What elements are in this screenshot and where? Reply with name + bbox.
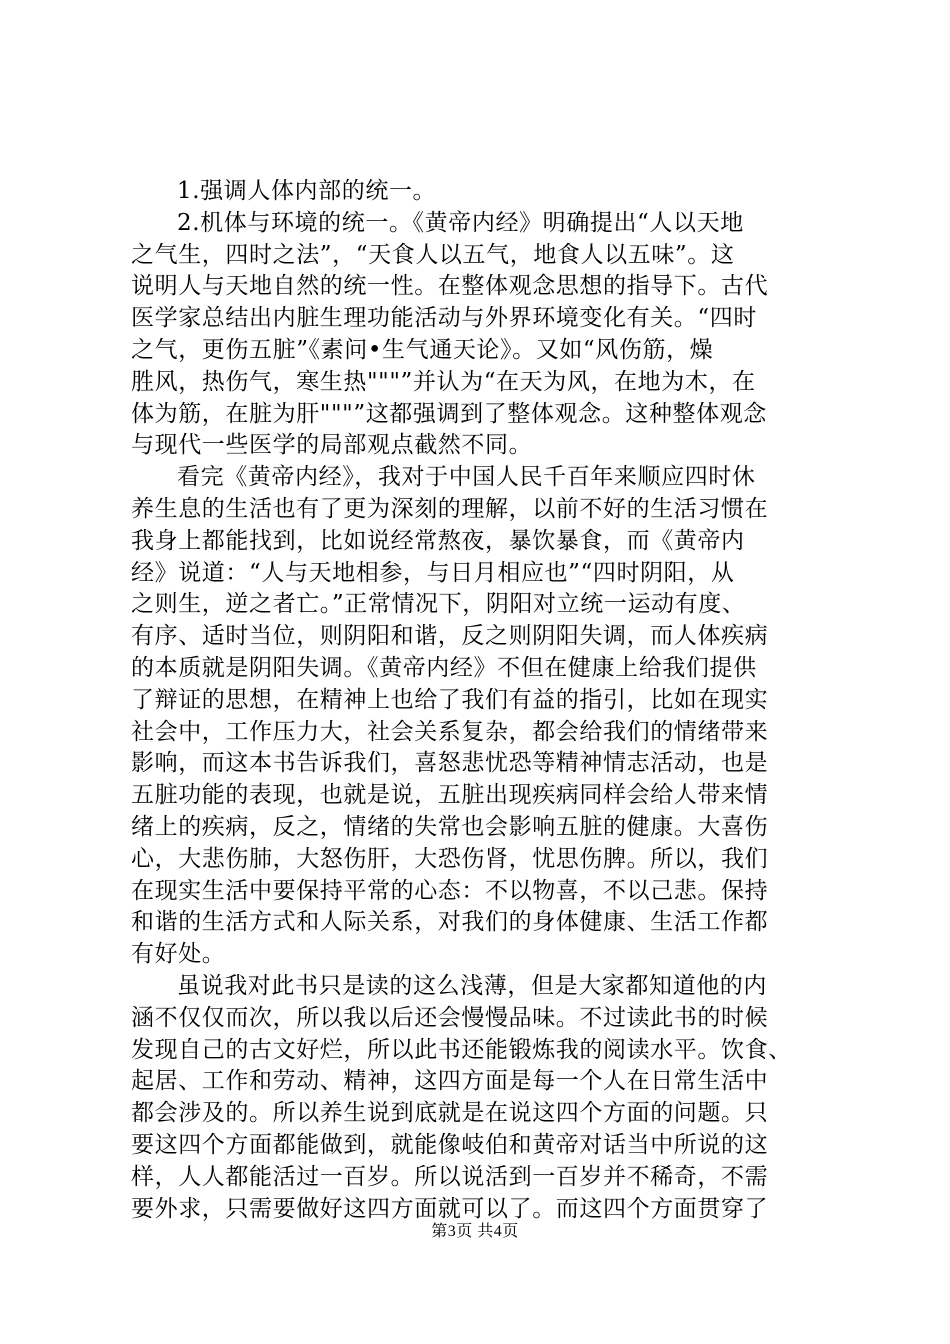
paragraph-3: 看完《黄帝内经》，我对于中国人民千百年来顺应四时休 养生息的生活也有了更为深刻的理解，以前不好的生活习惯在 我身上都能找到，比如说经常熬夜，暴饮暴食，而《黄帝内 经》说道：“人与天地相参，与日月相应也”“四时阴阳，从 之则生，逆之者亡。”正常情况下，阴阳对立统一运动有度、 有序、适时当位，则阴阳和谐，反之则阴阳失调，而人体疾病 的本质就是阴阳失调。《黄帝内经》不但在健康上给我们提供 了辩证的思想，在精神上也给了我们有益的指引，比如在现实 社会中，工作压力大，社会关系复杂，都会给我们的情绪带来 影响，而这本书告诉我们，喜怒悲忧恐等精神情志活动，也是 五脏功能的表现，也就是说，五脏出现疾病同样会给人带来情 绪上的疾病，反之，情绪的失常也会影响五脏的健康。大喜伤 心，大悲伤肺，大怒伤肝，大恐伤肾，忧思伤脾。所以，我们 在现实生活中要保持平常的心态：不以物喜，不以己悲。保持 和谐的生活方式和人际关系，对我们的身体健康、生活工作都 有好处。 [131,464,769,968]
paragraph-2: 2.机体与环境的统一。《黄帝内经》明确提出“人以天地 之气生，四时之法”，“天食人以五气，地食人以五味”。这 说明人与天地自然的统一性。在整体观念思想的指导下。古代 医学家总结出内脏生理功能活动与外界环境变化有关。“四时 之气，更伤五脏”《素问•生气通天论》。又如“风伤筋，燥 胜风，热伤气，寒生热"""”并认为“在天为风，在地为木，在 体为筋，在脏为肝"""”这都强调到了整体观念。这种整体观念 与现代一些医学的局部观点截然不同。 [131,209,769,459]
paragraph-4: 虽说我对此书只是读的这么浅薄，但是大家都知道他的内 涵不仅仅而次，所以我以后还会慢慢品味。不过读此书的时候 发现自己的古文好烂，所以此书还能锻炼我的阅读水平。饮食、 起居、工作和劳动、精神，这四方面是每一个人在日常生活中 都会涉及的。所以养生说到底就是在说这四个方面的问题。只 要这四个方面都能做到，就能像岐伯和黄帝对话当中所说的这 样，人人都能活过一百岁。所以说活到一百岁并不稀奇，不需 要外求，只需要做好这四方面就可以了。而这四个方面贯穿了 [131,972,792,1222]
page-footer: 第3页 共4页 [431,1223,519,1240]
paragraph-1: 1.强调人体内部的统一。 [177,178,437,204]
document-body [131,176,831,1225]
